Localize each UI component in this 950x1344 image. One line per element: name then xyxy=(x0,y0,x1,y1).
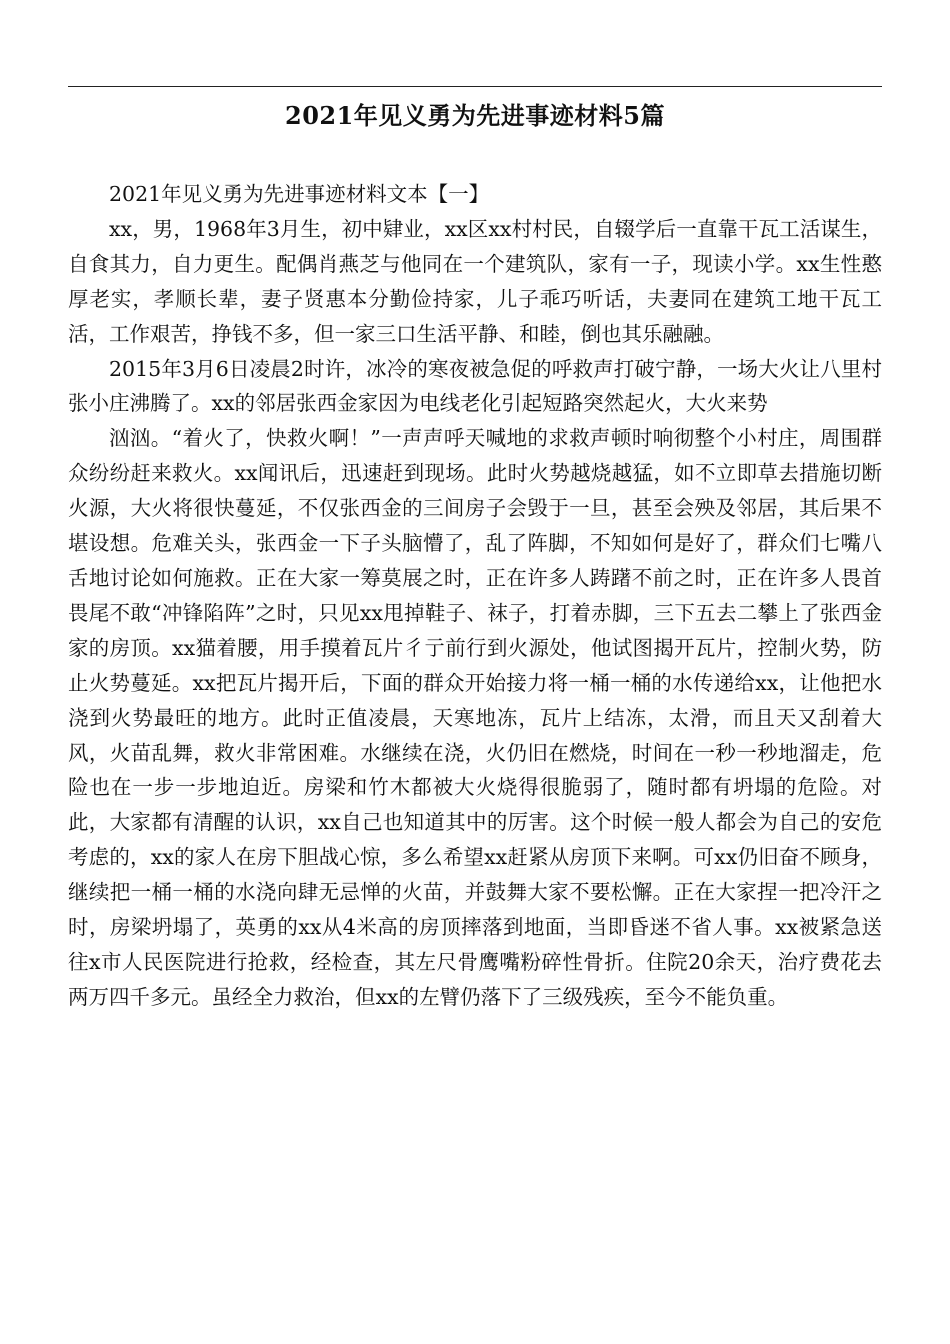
header-rule xyxy=(68,86,882,87)
body-paragraph: xx，男，1968年3月生，初中肄业，xx区xx村村民，自辍学后一直靠干瓦工活谋生，自食其力，自力更生。配偶肖燕芝与他同在一个建筑队，家有一子，现读小学。xx生性憨厚老实，孝顺长辈，妻子贤惠本分勤俭持家，儿子乖巧听话，夫妻同在建筑工地干瓦工活，工作艰苦，挣钱不多，但一家三口生活平静、和睦，倒也其乐融融。 xyxy=(68,216,882,346)
body-paragraph: 2015年3月6日凌晨2时许，冰冷的寒夜被急促的呼救声打破宁静，一场大火让八里村张小庄沸腾了。xx的邻居张西金家因为电线老化引起短路突然起火，大火来势 xyxy=(68,356,882,416)
body-paragraph: 汹汹。“着火了，快救火啊！”一声声呼天喊地的求救声顿时响彻整个小村庄，周围群众纷纷赶来救火。xx闻讯后，迅速赶到现场。此时火势越烧越猛，如不立即草去措施切断火源，大火将很快蔓延，不仅张西金的三间房子会毁于一旦，甚至会殃及邻居，其后果不堪设想。危难关头，张西金一下子头脑懵了，乱了阵脚，不知如何是好了，群众们七嘴八舌地讨论如何施救。正在大家一筹莫展之时，正在许多人踌躇不前之时，正在许多人畏首畏尾不敢“冲锋陷阵”之时，只见xx甩掉鞋子、袜子，打着赤脚，三下五去二攀上了张西金家的房顶。xx猫着腰，用手摸着瓦片彳亍前行到火源处，他试图揭开瓦片，控制火势，防止火势蔓延。xx把瓦片揭开后，下面的群众开始接力将一桶一桶的水传递给xx，让他把水浇到火势最旺的地方。此时正值凌晨，天寒地冻，瓦片上结冻，太滑，而且天又刮着大风，火苗乱舞，救火非常困难。水继续在浇，火仍旧在燃烧，时间在一秒一秒地溜走，危险也在一步一步地迫近。房梁和竹木都被大火烧得很脆弱了，随时都有坍塌的危险。对此，大家都有清醒的认识，xx自己也知道其中的厉害。这个时候一般人都会为自己的安危考虑的，xx的家人在房下胆战心惊，多么希望xx赶紧从房顶下来啊。可xx仍旧奋不顾身，继续把一桶一桶的水浇向肆无忌惮的火苗，并鼓舞大家不要松懈。正在大家捏一把冷汗之时，房梁坍塌了，英勇的xx从4米高的房顶摔落到地面，当即昏迷不省人事。xx被紧急送往x市人民医院进行抢救，经检查，其左尺骨鹰嘴粉碎性骨折。住院20余天，治疗费花去两万四千多元。虽经全力救治，但xx的左臂仍落下了三级残疾，至今不能负重。 xyxy=(68,426,882,1009)
document-body xyxy=(68,177,882,1015)
section-heading: 2021年见义勇为先进事迹材料文本【一】 xyxy=(109,182,490,206)
document-title: 2021年见义勇为先进事迹材料5篇 xyxy=(285,101,665,130)
